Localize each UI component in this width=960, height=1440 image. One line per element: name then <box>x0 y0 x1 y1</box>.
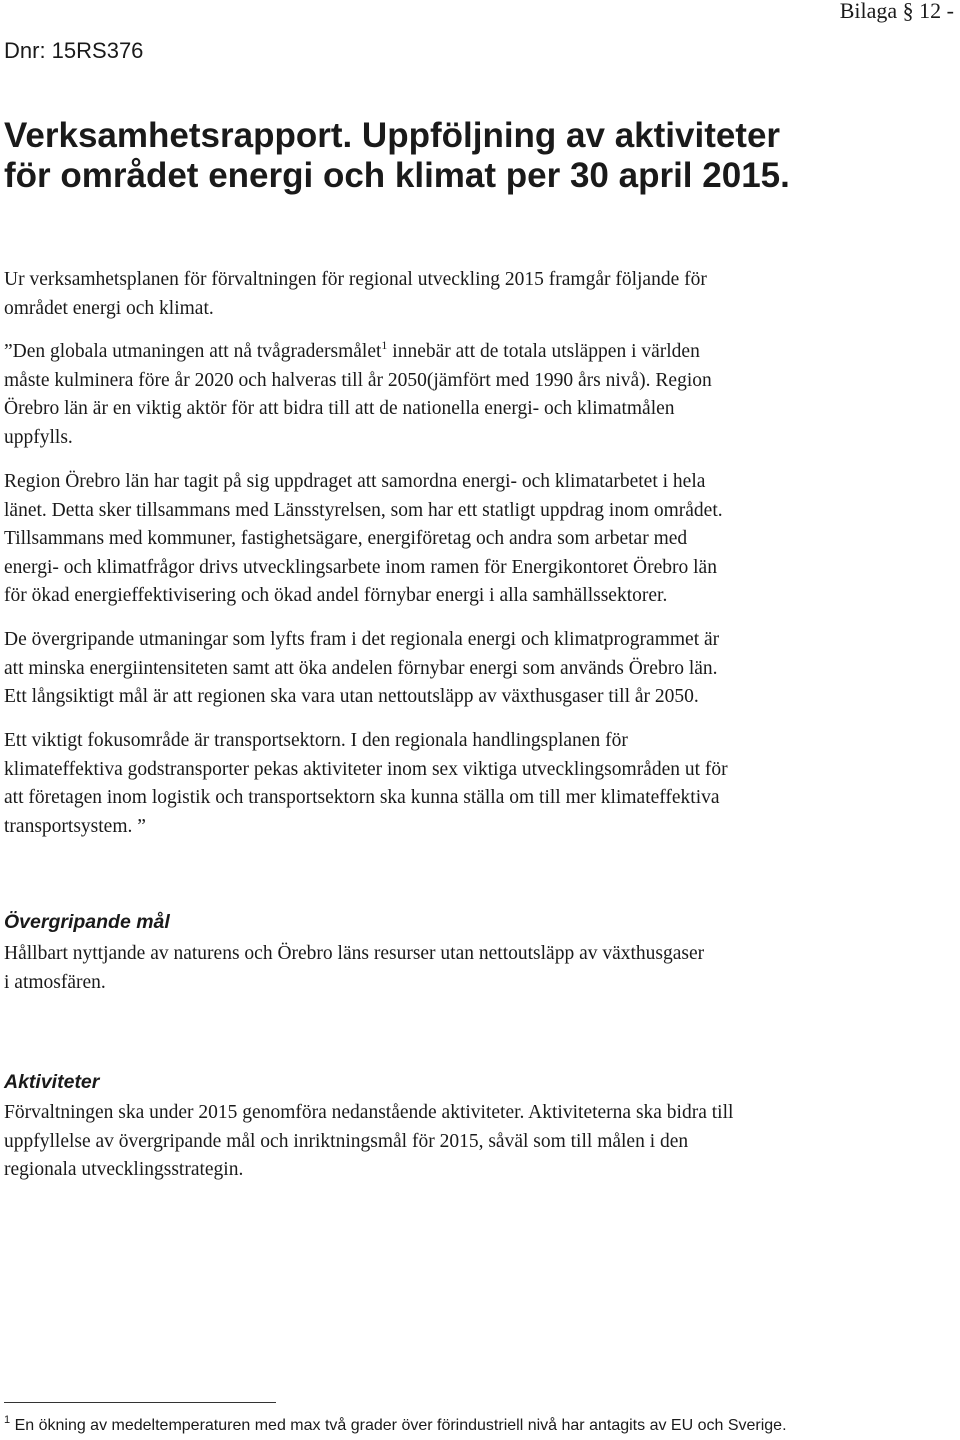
text-line: Ett viktigt fokusområde är transportsektorn. I den regionala handlingsplanen för <box>4 730 628 751</box>
footnote <box>4 1414 787 1438</box>
text-line: Hållbart nyttjande av naturens och Örebro läns resurser utan nettoutsläpp av växthusgaser <box>4 943 705 964</box>
text-line <box>4 338 949 367</box>
text-segment: innebär att de totala utsläppen i världen <box>387 341 700 362</box>
appendix-label: Bilaga § 12 - <box>839 0 954 23</box>
text-line: Region Örebro län har tagit på sig uppdraget att samordna energi- och klimatarbetet i hela <box>4 471 706 492</box>
quote-paragraph-2 <box>4 468 949 611</box>
section-heading-activities: Aktiviteter <box>4 1071 100 1093</box>
text-line: att företagen inom logistik och transportsektorn ska kunna ställa om till mer klimateffektiva <box>4 787 720 808</box>
text-line: Ett långsiktigt mål är att regionen ska vara utan nettoutsläpp av växthusgaser till år 2050. <box>4 686 699 707</box>
quote-paragraph-4 <box>4 727 949 841</box>
page-title <box>4 116 944 196</box>
text-segment: ”Den globala utmaningen att nå tvågradersmålet <box>4 341 382 362</box>
text-line: för ökad energieffektivisering och ökad andel förnybar energi i alla samhällssektorer. <box>4 585 668 606</box>
quote-paragraph-3 <box>4 626 949 712</box>
text-line: uppfylls. <box>4 426 73 448</box>
text-line: länet. Detta sker tillsammans med Länsstyrelsen, som har ett statligt uppdrag inom området. <box>4 499 723 521</box>
text-line: att minska energiintensiteten samt att öka andelen förnybar energi som används Örebro län. <box>4 657 718 679</box>
page-title-line: för området energi och klimat per 30 april 2015. <box>4 156 790 195</box>
text-line: energi- och klimatfrågor drivs utvecklingsarbete inom ramen för Energikontoret Örebro län <box>4 556 717 578</box>
text-line: Förvaltningen ska under 2015 genomföra nedanstående aktiviteter. Aktiviteterna ska bidra till <box>4 1102 734 1123</box>
activities-paragraph <box>4 1099 949 1185</box>
text-line: Örebro län är en viktig aktör för att bidra till att de nationella energi- och klimatmålen <box>4 398 675 419</box>
text-line: området energi och klimat. <box>4 297 214 319</box>
overall-goal-paragraph <box>4 940 949 997</box>
footnote-text: En ökning av medeltemperaturen med max två grader över förindustriell nivå har antagits av EU och Sverige. <box>10 1417 787 1434</box>
text-line: Ur verksamhetsplanen för förvaltningen för regional utveckling 2015 framgår följande för <box>4 269 707 290</box>
footnote-divider <box>4 1402 276 1403</box>
page-title-line: Verksamhetsrapport. Uppföljning av aktiviteter <box>4 116 781 155</box>
text-line: regionala utvecklingsstrategin. <box>4 1159 244 1180</box>
text-line: uppfyllelse av övergripande mål och inriktningsmål för 2015, såväl som till målen i den <box>4 1130 689 1152</box>
text-line: måste kulminera före år 2020 och halveras till år 2050(jämfört med 1990 års nivå). Region <box>4 369 712 391</box>
footnote-number: 1 <box>4 1414 11 1426</box>
text-line: De övergripande utmaningar som lyfts fram i det regionala energi och klimatprogrammet är <box>4 629 720 650</box>
text-line: i atmosfären. <box>4 971 106 993</box>
intro-paragraph <box>4 266 949 323</box>
quote-paragraph-1 <box>4 338 949 452</box>
text-line: klimateffektiva godstransporter pekas aktiviteter inom sex viktiga utvecklingsområden ut för <box>4 758 728 780</box>
text-line: Tillsammans med kommuner, fastighetsägare, energiföretag och andra som arbetar med <box>4 528 688 549</box>
footnote-reference: 1 <box>381 338 388 352</box>
section-heading-overall-goal: Övergripande mål <box>4 911 170 933</box>
document-number: Dnr: 15RS376 <box>4 38 144 63</box>
text-line: transportsystem. ” <box>4 815 146 837</box>
